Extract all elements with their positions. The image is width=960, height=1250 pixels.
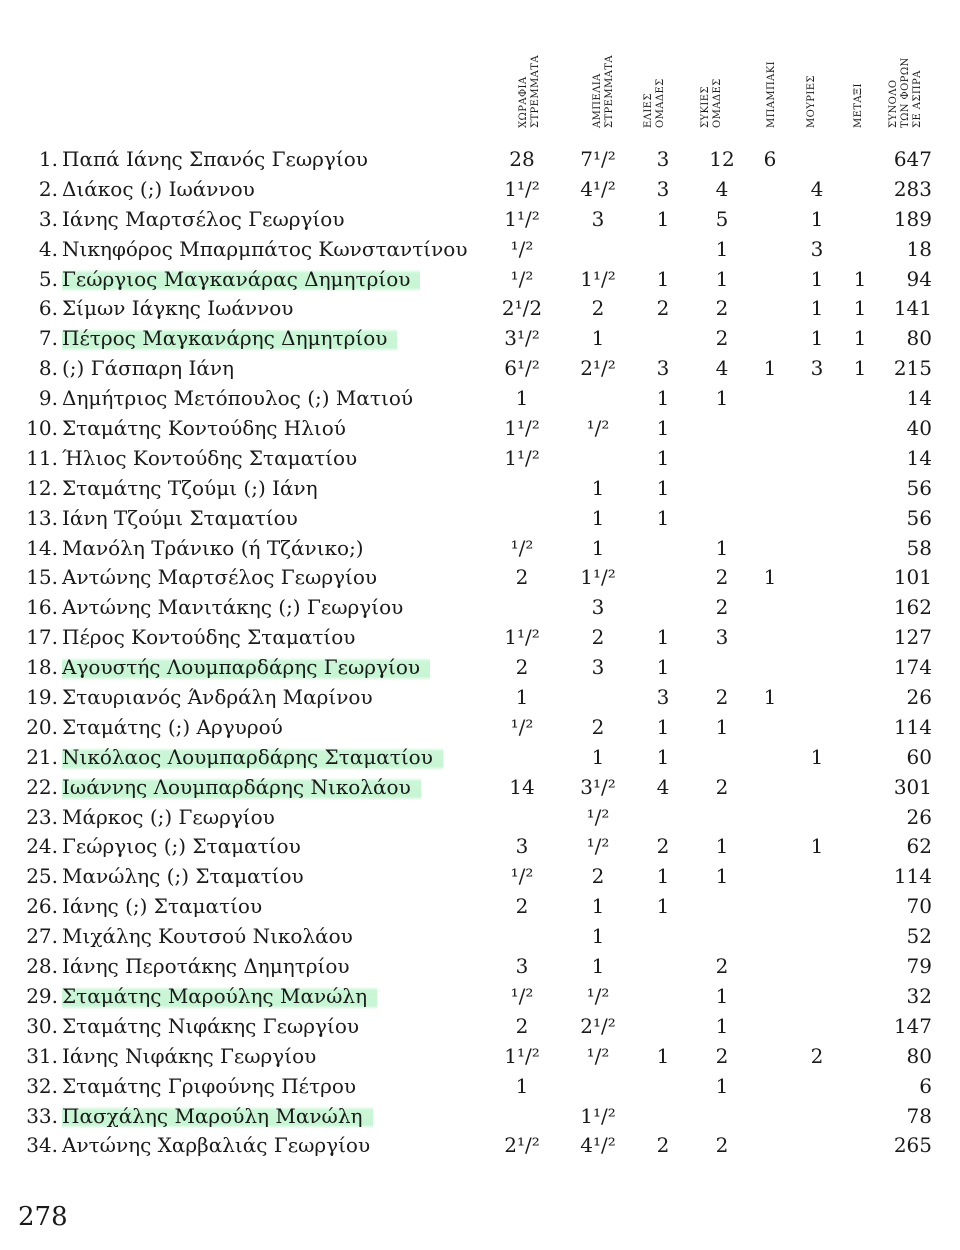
value-cell: 3 — [591, 595, 605, 620]
row-number: 8. — [38, 356, 58, 381]
total-cell: 70 — [906, 894, 932, 919]
row-number: 1. — [38, 147, 58, 171]
value-cell: 1 — [715, 266, 729, 291]
value-cell: 1¹/² — [580, 1103, 616, 1128]
person-name: (;) Γάσπαρη Ιάνη — [62, 356, 235, 381]
value-cell: 2 — [591, 625, 605, 650]
value-cell: 1 — [591, 326, 605, 351]
value-cell: 1 — [810, 834, 824, 859]
value-cell: 1 — [715, 864, 729, 889]
value-cell: 1 — [591, 535, 605, 560]
person-name: Σταμάτης Μαρούλης Μανώλη — [62, 982, 377, 1012]
value-cell: 1 — [853, 356, 867, 381]
value-cell: 1 — [656, 505, 670, 530]
value-cell: 6 — [763, 147, 777, 171]
table-row — [0, 1012, 960, 1042]
person-name: Ιάνης Νιφάκης Γεωργίου — [62, 1043, 317, 1068]
value-cell: 1 — [591, 894, 605, 919]
total-cell: 52 — [906, 924, 932, 949]
row-number: 28. — [26, 954, 58, 979]
value-cell: 1 — [715, 1013, 729, 1038]
person-name: Αντώνης Μανιτάκης (;) Γεωργίου — [62, 595, 404, 620]
table-row — [0, 922, 960, 952]
value-cell: 3 — [656, 176, 670, 201]
value-cell: 1¹/² — [504, 176, 540, 201]
person-name: Νικόλαος Λουμπαρδάρης Σταματίου — [62, 743, 443, 773]
value-cell: 1 — [591, 744, 605, 769]
person-name: Ιάνη Τζούμι Σταματίου — [62, 505, 298, 530]
table-row — [0, 683, 960, 713]
value-cell: 1 — [591, 505, 605, 530]
table-row — [0, 504, 960, 534]
value-cell: 1 — [656, 445, 670, 470]
value-cell: 1 — [656, 625, 670, 650]
value-cell: 3 — [591, 206, 605, 231]
value-cell: 1 — [515, 1073, 529, 1098]
value-cell: 2 — [515, 565, 529, 590]
value-cell: 2¹/² — [580, 1013, 616, 1038]
person-name: Σταμάτης (;) Αργυρού — [62, 714, 283, 739]
value-cell: 1 — [591, 924, 605, 949]
value-cell: 1 — [853, 326, 867, 351]
value-cell: ¹/² — [586, 1043, 610, 1068]
row-number: 17. — [26, 625, 58, 650]
value-cell: ¹/² — [510, 983, 534, 1008]
table-row — [0, 982, 960, 1012]
value-cell: 1¹/² — [504, 416, 540, 441]
person-name: Ιάνης Περοτάκης Δημητρίου — [62, 954, 350, 979]
total-cell: 114 — [893, 864, 932, 889]
person-name: Αντώνης Μαρτσέλος Γεωργίου — [62, 565, 378, 590]
row-number: 12. — [26, 475, 58, 500]
table-row — [0, 265, 960, 295]
row-number: 34. — [26, 1133, 58, 1158]
value-cell: 2 — [591, 296, 605, 321]
table-row — [0, 534, 960, 564]
value-cell: 2 — [715, 296, 729, 321]
value-cell: 1 — [715, 386, 729, 411]
value-cell: 1 — [656, 1043, 670, 1068]
value-cell: 1 — [656, 894, 670, 919]
row-number: 7. — [38, 326, 58, 351]
row-number: 23. — [26, 804, 58, 829]
value-cell: 2 — [656, 296, 670, 321]
total-cell: 647 — [893, 147, 932, 171]
table-row — [0, 952, 960, 982]
table-row — [0, 294, 960, 324]
person-name: Πέτρος Μαγκανάρης Δημητρίου — [62, 324, 397, 354]
table-row — [0, 145, 960, 175]
value-cell: 1 — [853, 296, 867, 321]
total-cell: 80 — [906, 1043, 932, 1068]
value-cell: 2 — [591, 864, 605, 889]
value-cell: 12 — [709, 147, 735, 171]
row-number: 24. — [26, 834, 58, 859]
total-cell: 26 — [906, 685, 932, 710]
total-cell: 56 — [906, 475, 932, 500]
value-cell: 5 — [715, 206, 729, 231]
table-row — [0, 1131, 960, 1161]
person-name: Γεώργιος Μαγκανάρας Δημητρίου — [62, 265, 420, 295]
table-row — [0, 1102, 960, 1132]
value-cell: 1 — [656, 206, 670, 231]
column-header-vineyards: ΑΜΠΕΛΙΑ ΣΤΡΕΜΜΑΤΑ — [592, 55, 615, 128]
value-cell: 1¹/² — [504, 1043, 540, 1068]
row-number: 13. — [26, 505, 58, 530]
row-number: 10. — [26, 416, 58, 441]
value-cell: 2 — [515, 655, 529, 680]
value-cell: ¹/² — [510, 236, 534, 261]
value-cell: 3 — [515, 834, 529, 859]
table-row — [0, 803, 960, 833]
value-cell: 1 — [853, 266, 867, 291]
total-cell: 141 — [893, 296, 932, 321]
total-cell: 265 — [893, 1133, 932, 1158]
value-cell: 1 — [810, 266, 824, 291]
total-cell: 114 — [893, 714, 932, 739]
person-name: Ιάνης (;) Σταματίου — [62, 894, 263, 919]
total-cell: 40 — [906, 416, 932, 441]
column-header-figs: ΣΥΚΙΕΣ ΟΜΑΔΕΣ — [700, 78, 723, 128]
person-name: Διάκος (;) Ιωάννου — [62, 176, 255, 201]
person-name: Σταμάτης Κοντούδης Ηλιού — [62, 416, 346, 441]
table-row — [0, 324, 960, 354]
table-row — [0, 444, 960, 474]
row-number: 22. — [26, 774, 58, 799]
value-cell: 2 — [715, 595, 729, 620]
page-number: 278 — [18, 1202, 68, 1232]
table-row — [0, 563, 960, 593]
table-row — [0, 1072, 960, 1102]
person-name: Σταυριανός Άνδράλη Μαρίνου — [62, 685, 373, 710]
value-cell: 1 — [656, 475, 670, 500]
value-cell: ¹/² — [510, 714, 534, 739]
value-cell: 1¹/² — [580, 266, 616, 291]
row-number: 20. — [26, 714, 58, 739]
value-cell: 1 — [656, 386, 670, 411]
total-cell: 283 — [893, 176, 932, 201]
row-number: 32. — [26, 1073, 58, 1098]
total-cell: 101 — [893, 565, 932, 590]
row-number: 27. — [26, 924, 58, 949]
total-cell: 60 — [906, 744, 932, 769]
value-cell: 7¹/² — [580, 147, 616, 171]
value-cell: 3 — [656, 147, 670, 171]
total-cell: 14 — [906, 386, 932, 411]
value-cell: 4 — [715, 176, 729, 201]
value-cell: 2 — [656, 834, 670, 859]
value-cell: 1¹/² — [504, 445, 540, 470]
value-cell: 3 — [810, 236, 824, 261]
row-number: 31. — [26, 1043, 58, 1068]
value-cell: 2 — [715, 685, 729, 710]
value-cell: 1¹/² — [504, 625, 540, 650]
row-number: 29. — [26, 983, 58, 1008]
row-number: 15. — [26, 565, 58, 590]
row-number: 33. — [26, 1103, 58, 1128]
total-cell: 80 — [906, 326, 932, 351]
row-number: 2. — [38, 176, 58, 201]
table-row — [0, 354, 960, 384]
value-cell: 4 — [810, 176, 824, 201]
row-number: 21. — [26, 744, 58, 769]
total-cell: 79 — [906, 954, 932, 979]
value-cell: 2 — [810, 1043, 824, 1068]
person-name: Μανώλης (;) Σταματίου — [62, 864, 304, 889]
person-name: Μανόλη Τράνικο (ή Τζάνικο;) — [62, 535, 364, 560]
table-row — [0, 713, 960, 743]
value-cell: ¹/² — [510, 266, 534, 291]
total-cell: 58 — [906, 535, 932, 560]
value-cell: 3 — [715, 625, 729, 650]
table-row — [0, 1042, 960, 1072]
row-number: 18. — [26, 655, 58, 680]
total-cell: 56 — [906, 505, 932, 530]
table-row — [0, 832, 960, 862]
table-row — [0, 175, 960, 205]
person-name: Αγουστής Λουμπαρδάρης Γεωργίου — [62, 653, 430, 683]
person-name: Ήλιος Κοντούδης Σταματίου — [62, 445, 358, 470]
table-row — [0, 205, 960, 235]
total-cell: 215 — [893, 356, 932, 381]
value-cell: ¹/² — [510, 864, 534, 889]
total-cell: 94 — [906, 266, 932, 291]
value-cell: 1 — [515, 685, 529, 710]
row-number: 3. — [38, 206, 58, 231]
value-cell: 1 — [715, 236, 729, 261]
total-cell: 26 — [906, 804, 932, 829]
tax-register-table — [0, 145, 960, 1161]
row-number: 25. — [26, 864, 58, 889]
value-cell: 1 — [656, 864, 670, 889]
value-cell: 2 — [591, 714, 605, 739]
row-number: 19. — [26, 685, 58, 710]
row-number: 4. — [38, 236, 58, 261]
value-cell: 3 — [515, 954, 529, 979]
value-cell: 3 — [591, 655, 605, 680]
value-cell: 1 — [810, 206, 824, 231]
value-cell: 3¹/² — [504, 326, 540, 351]
value-cell: 2 — [715, 954, 729, 979]
total-cell: 174 — [893, 655, 932, 680]
value-cell: 1 — [656, 744, 670, 769]
value-cell: 1 — [591, 954, 605, 979]
column-header-total: ΣΥΝΟΛΟ ΤΩΝ ΦΟΡΩΝ ΣΕ ΑΣΠΡΑ — [888, 57, 923, 128]
person-name: Σταμάτης Τζούμι (;) Ιάνη — [62, 475, 318, 500]
value-cell: 2 — [715, 565, 729, 590]
value-cell: 4¹/² — [580, 1133, 616, 1158]
value-cell: 4¹/² — [580, 176, 616, 201]
value-cell: 6¹/² — [504, 356, 540, 381]
row-number: 14. — [26, 535, 58, 560]
value-cell: 4 — [656, 774, 670, 799]
value-cell: 1¹/² — [504, 206, 540, 231]
value-cell: 1 — [656, 266, 670, 291]
value-cell: ¹/² — [586, 804, 610, 829]
person-name: Ιάνης Μαρτσέλος Γεωργίου — [62, 206, 345, 231]
table-row — [0, 773, 960, 803]
value-cell: 2 — [515, 894, 529, 919]
value-cell: 1 — [763, 356, 777, 381]
table-row — [0, 862, 960, 892]
table-row — [0, 384, 960, 414]
person-name: Σίμων Ιάγκης Ιωάννου — [62, 296, 294, 321]
person-name: Σταμάτης Νιφάκης Γεωργίου — [62, 1013, 360, 1038]
value-cell: 2¹/2 — [501, 296, 543, 321]
total-cell: 162 — [893, 595, 932, 620]
value-cell: 1 — [715, 714, 729, 739]
table-row — [0, 414, 960, 444]
column-header-olives: ΕΛΙΕΣ ΟΜΑΔΕΣ — [643, 78, 666, 128]
value-cell: 1 — [715, 983, 729, 1008]
column-header-fields: ΧΩΡΑΦΙΑ ΣΤΡΕΜΜΑΤΑ — [518, 55, 541, 128]
value-cell: 2 — [515, 1013, 529, 1038]
person-name: Σταμάτης Γριφούνης Πέτρου — [62, 1073, 357, 1098]
person-name: Πέρος Κοντούδης Σταματίου — [62, 625, 356, 650]
row-number: 11. — [26, 445, 58, 470]
total-cell: 301 — [893, 774, 932, 799]
value-cell: ¹/² — [586, 416, 610, 441]
value-cell: 2 — [715, 1043, 729, 1068]
value-cell: 3 — [656, 685, 670, 710]
value-cell: 1 — [810, 744, 824, 769]
row-number: 9. — [38, 386, 58, 411]
value-cell: 3 — [810, 356, 824, 381]
person-name: Μιχάλης Κουτσού Νικολάου — [62, 924, 353, 949]
column-header-mulberries: ΜΟΥΡΙΕΣ — [806, 75, 817, 128]
row-number: 5. — [38, 266, 58, 291]
person-name: Μάρκος (;) Γεωργίου — [62, 804, 275, 829]
value-cell: 2¹/² — [580, 356, 616, 381]
value-cell: 2¹/² — [504, 1133, 540, 1158]
total-cell: 147 — [893, 1013, 932, 1038]
total-cell: 78 — [906, 1103, 932, 1128]
value-cell: 1 — [810, 296, 824, 321]
table-row — [0, 474, 960, 504]
value-cell: ¹/² — [510, 535, 534, 560]
row-number: 30. — [26, 1013, 58, 1038]
total-cell: 6 — [919, 1073, 932, 1098]
value-cell: 1 — [656, 655, 670, 680]
total-cell: 32 — [906, 983, 932, 1008]
row-number: 6. — [38, 296, 58, 321]
value-cell: 1 — [515, 386, 529, 411]
value-cell: 2 — [656, 1133, 670, 1158]
value-cell: 2 — [715, 326, 729, 351]
value-cell: ¹/² — [586, 983, 610, 1008]
value-cell: 28 — [509, 147, 535, 171]
person-name: Παπά Ιάνης Σπανός Γεωργίου — [62, 147, 368, 171]
person-name: Αντώνης Χαρβαλιάς Γεωργίου — [62, 1133, 371, 1158]
table-row — [0, 743, 960, 773]
column-header-cotton: ΜΠΑΜΠΑΚΙ — [766, 61, 777, 128]
value-cell: 3¹/² — [580, 774, 616, 799]
person-name: Δημήτριος Μετόπουλος (;) Ματιού — [62, 386, 414, 411]
value-cell: 1 — [591, 475, 605, 500]
value-cell: 1 — [763, 685, 777, 710]
value-cell: 1 — [656, 416, 670, 441]
value-cell: 3 — [656, 356, 670, 381]
total-cell: 62 — [906, 834, 932, 859]
total-cell: 189 — [893, 206, 932, 231]
table-row — [0, 892, 960, 922]
value-cell: 2 — [715, 774, 729, 799]
person-name: Γεώργιος (;) Σταματίου — [62, 834, 301, 859]
value-cell: 1 — [810, 326, 824, 351]
value-cell: 1 — [715, 1073, 729, 1098]
table-row — [0, 593, 960, 623]
person-name: Πασχάλης Μαρούλη Μανώλη — [62, 1102, 373, 1132]
row-number: 16. — [26, 595, 58, 620]
value-cell: 1 — [656, 714, 670, 739]
value-cell: 1¹/² — [580, 565, 616, 590]
value-cell: 4 — [715, 356, 729, 381]
column-header-silk: ΜΕΤΑΞΙ — [853, 83, 864, 128]
value-cell: 1 — [715, 535, 729, 560]
table-row — [0, 235, 960, 265]
value-cell: ¹/² — [586, 834, 610, 859]
total-cell: 127 — [893, 625, 932, 650]
value-cell: 1 — [715, 834, 729, 859]
person-name: Νικηφόρος Μπαρμπάτος Κωνσταντίνου — [62, 236, 468, 261]
total-cell: 18 — [906, 236, 932, 261]
total-cell: 14 — [906, 445, 932, 470]
value-cell: 2 — [715, 1133, 729, 1158]
table-row — [0, 623, 960, 653]
person-name: Ιωάννης Λουμπαρδάρης Νικολάου — [62, 773, 421, 803]
value-cell: 14 — [509, 774, 535, 799]
row-number: 26. — [26, 894, 58, 919]
value-cell: 1 — [763, 565, 777, 590]
table-row — [0, 653, 960, 683]
